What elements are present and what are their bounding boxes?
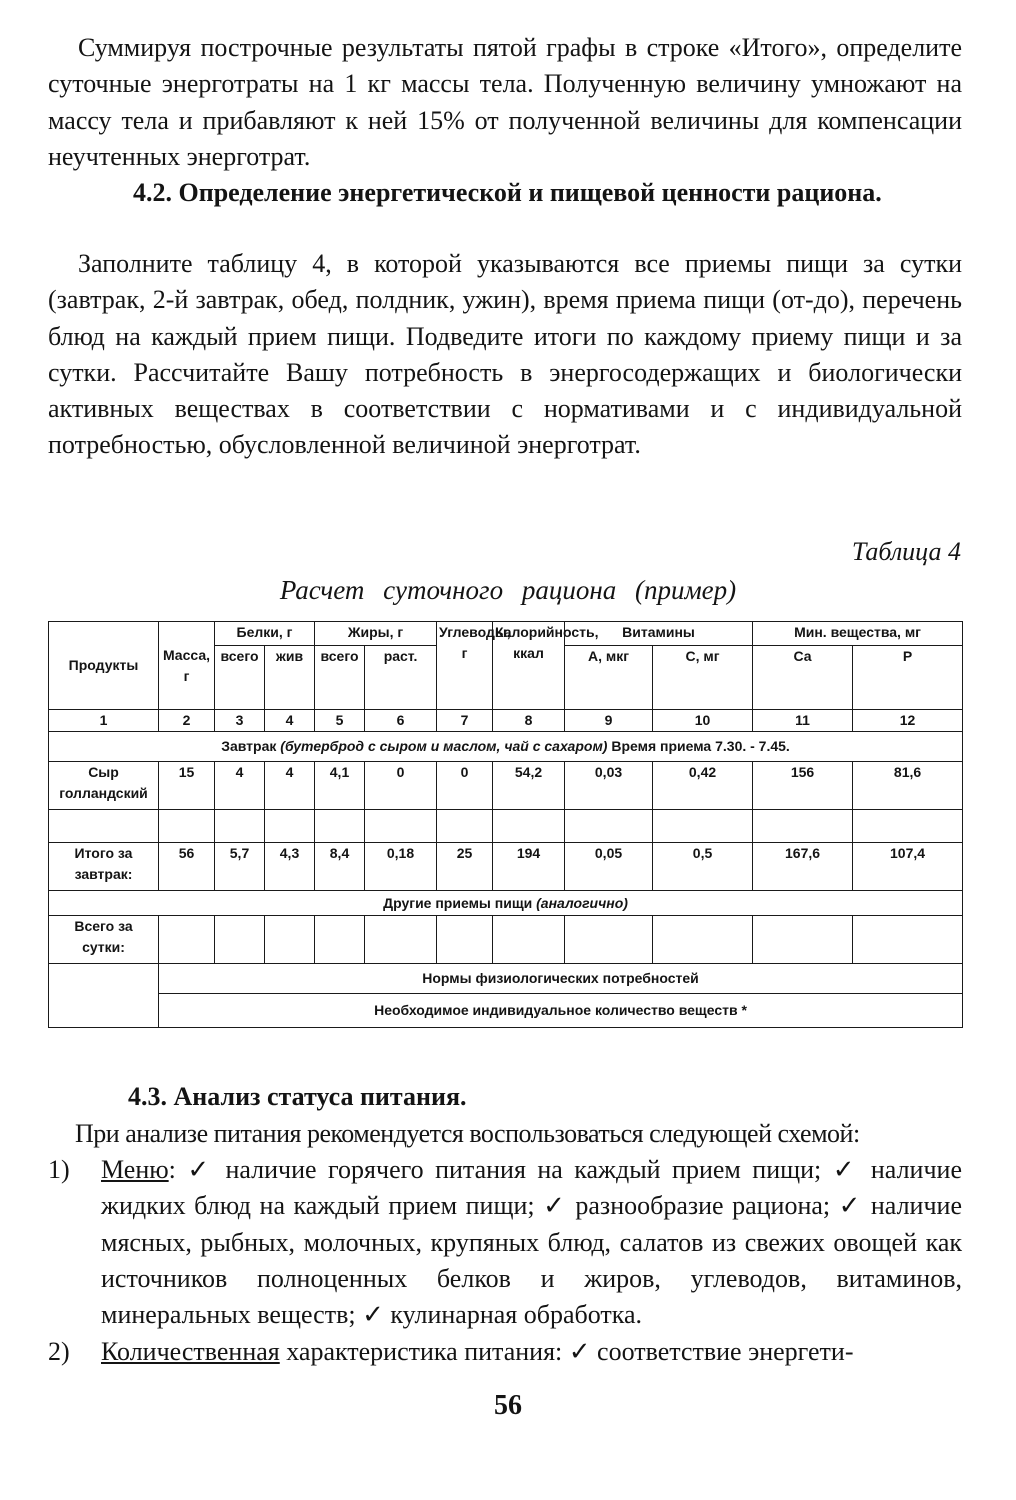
individual-norms-row: Необходимое индивидуальное количество веществ *	[159, 994, 963, 1028]
cell-proteins-animal: 4,3	[265, 843, 315, 891]
header-calories: Калорийность, ккал	[493, 622, 565, 710]
col-num: 6	[365, 710, 437, 732]
header-vitamins: Витамины	[565, 622, 753, 646]
col-num: 7	[437, 710, 493, 732]
header-proteins-total: всего	[215, 646, 265, 710]
breakfast-description: (бутерброд с сыром и маслом, чай с сахаром)	[280, 738, 608, 754]
paragraph-energy-calculation: Суммируя построчные результаты пятой графы в строке «Итого», определите суточные энерготраты на 1 кг массы тела. Полученную величину умножают на массу тела и прибавляют к ней 15% от полученной величины для компенсации неучтенных энерготрат.	[48, 33, 962, 171]
cell-carbs: 0	[437, 762, 493, 810]
table-row-breakfast-total	[49, 843, 963, 891]
col-num: 4	[265, 710, 315, 732]
header-proteins-animal: жив	[265, 646, 315, 710]
cell-fats-plant: 0	[365, 762, 437, 810]
cell-carbs: 25	[437, 843, 493, 891]
col-num: 9	[565, 710, 653, 732]
table-caption: Таблица 4	[851, 537, 961, 566]
header-vit-a: А, мкг	[565, 646, 653, 710]
header-p: Р	[853, 646, 963, 710]
cell-mass: 15	[159, 762, 215, 810]
breakfast-label: Завтрак	[221, 738, 277, 754]
list-item-text: : ✓ наличие горячего питания на каждый прием пищи; ✓ наличие жидких блюд на каждый прием пищи; ✓ разнообразие рациона; ✓ наличие мясных, рыбных, молочных, крупяных блюд, салатов из свежих овощей как источников полноценных белков и жиров, углеводов, витаминов, минеральных веществ; ✓ кулинарная обработка.	[101, 1155, 962, 1330]
cell-proteins-animal: 4	[265, 762, 315, 810]
cell-fats-plant: 0,18	[365, 843, 437, 891]
table-row-cheese	[49, 762, 963, 810]
header-fats-plant: раст.	[365, 646, 437, 710]
cell-vit-a: 0,05	[565, 843, 653, 891]
header-fats-total: всего	[315, 646, 365, 710]
cell-calories: 194	[493, 843, 565, 891]
header-minerals: Мин. вещества, мг	[753, 622, 963, 646]
breakfast-section-row	[49, 732, 963, 762]
list-item-menu	[48, 1152, 962, 1333]
col-num: 2	[159, 710, 215, 732]
other-meals-row	[49, 891, 963, 916]
cell-calories: 54,2	[493, 762, 565, 810]
list-item-text: характеристика питания: ✓ соответствие энергети-	[279, 1337, 854, 1366]
col-num: 12	[853, 710, 963, 732]
table-title: Расчет суточного рациона (пример)	[279, 575, 737, 605]
list-item-quantitative	[48, 1334, 962, 1370]
analysis-intro: При анализе питания рекомендуется воспользоваться следующей схемой:	[75, 1119, 860, 1148]
header-mass: Масса, г	[159, 622, 215, 710]
cell-fats-total: 8,4	[315, 843, 365, 891]
norms-row: Нормы физиологических потребностей	[159, 964, 963, 994]
list-number: 1)	[48, 1155, 70, 1184]
col-num: 1	[49, 710, 159, 732]
cell-mass: 56	[159, 843, 215, 891]
breakfast-time: Время приема 7.30. - 7.45.	[611, 738, 790, 754]
cell-vit-c: 0,5	[653, 843, 753, 891]
ration-table	[48, 621, 963, 1028]
cell-p: 81,6	[853, 762, 963, 810]
other-meals-note: (аналогично)	[536, 894, 628, 911]
cell-product: Сыр голландский	[49, 762, 159, 810]
cell-proteins-total: 5,7	[215, 843, 265, 891]
page-number: 56	[494, 1390, 522, 1421]
list-item-title: Количественная	[101, 1337, 280, 1366]
norms-blank-cell	[49, 964, 159, 1028]
cell-vit-c: 0,42	[653, 762, 753, 810]
heading-4-3: 4.3. Анализ статуса питания.	[128, 1082, 467, 1111]
col-num: 3	[215, 710, 265, 732]
header-proteins: Белки, г	[215, 622, 315, 646]
cell-proteins-total: 4	[215, 762, 265, 810]
header-ca: Са	[753, 646, 853, 710]
table-row-day-total	[49, 916, 963, 964]
cell-fats-total: 4,1	[315, 762, 365, 810]
col-num: 11	[753, 710, 853, 732]
col-num: 5	[315, 710, 365, 732]
list-number: 2)	[48, 1337, 70, 1366]
cell-ca: 156	[753, 762, 853, 810]
header-products: Продукты	[49, 622, 159, 710]
header-carbs: Углеводы, г	[437, 622, 493, 710]
other-meals-label: Другие приемы пищи	[383, 894, 533, 911]
paragraph-table-instructions: Заполните таблицу 4, в которой указываются все приемы пищи за сутки (завтрак, 2-й завтрак, обед, полдник, ужин), время приема пищи (от-до), перечень блюд на каждый прием пищи. Подведите итоги по каждому приему пищи и за сутки. Рассчитайте Вашу потребность в энергосодержащих и биологически активных веществах в соответствии с нормативами и с индивидуальной потребностью, обусловленной величиной энерготрат.	[48, 249, 962, 460]
list-item-title: Меню	[101, 1155, 169, 1184]
table-row-empty	[49, 810, 963, 843]
cell-vit-a: 0,03	[565, 762, 653, 810]
col-num: 10	[653, 710, 753, 732]
cell-p: 107,4	[853, 843, 963, 891]
col-num: 8	[493, 710, 565, 732]
cell-product: Всего за сутки:	[49, 916, 159, 964]
header-vit-c: С, мг	[653, 646, 753, 710]
header-fats: Жиры, г	[315, 622, 437, 646]
cell-product: Итого за завтрак:	[49, 843, 159, 891]
cell-ca: 167,6	[753, 843, 853, 891]
heading-4-2: 4.2. Определение энергетической и пищевой ценности рациона.	[133, 178, 882, 207]
